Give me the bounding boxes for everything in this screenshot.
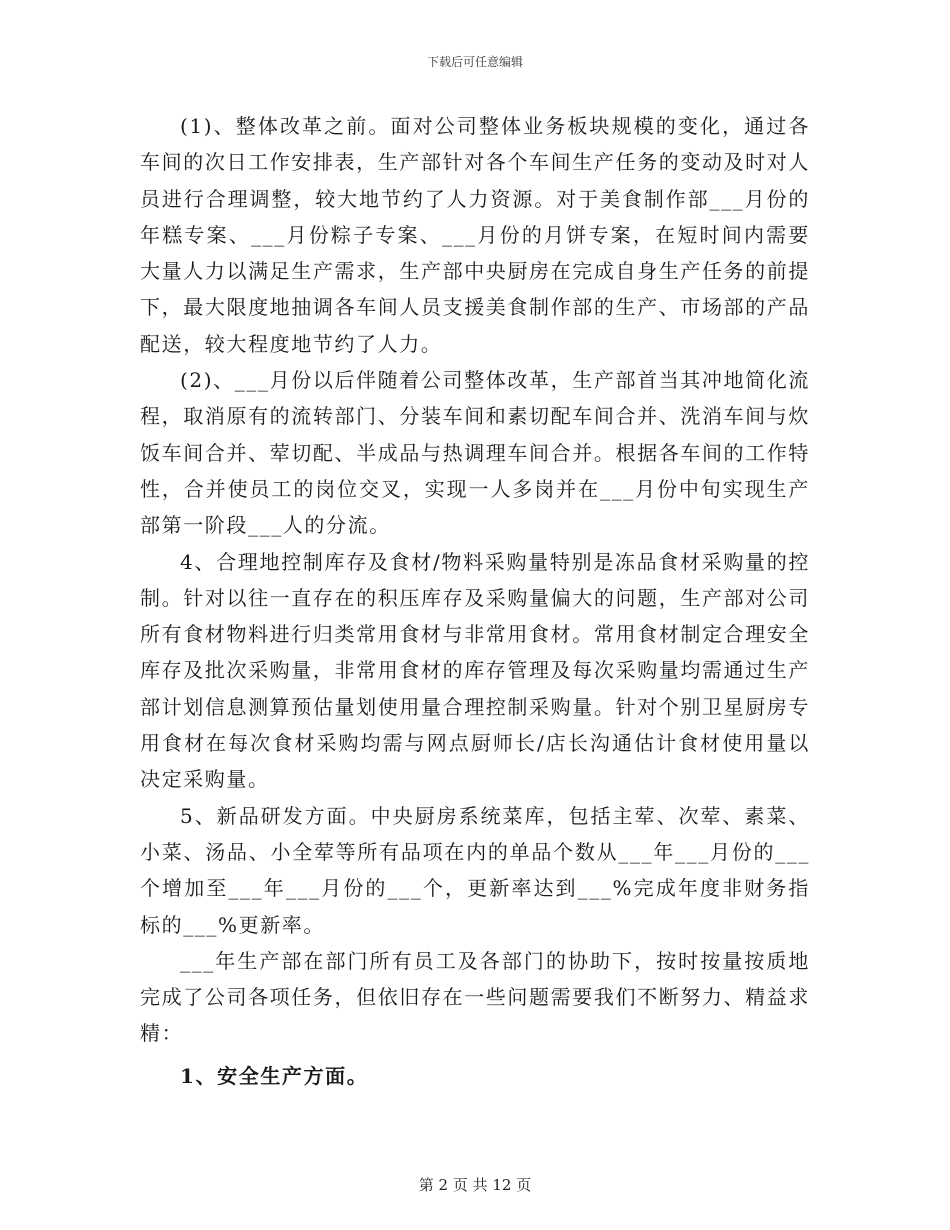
paragraph-5: ___年生产部在部门所有员工及各部门的协助下，按时按量按质地完成了公司各项任务，但依旧存在一些问题需要我们不断努力、精益求精： [140,948,810,1046]
paragraph-1: (1)、整体改革之前。面对公司整体业务板块规模的变化，通过各车间的次日工作安排表，生产部针对各个车间生产任务的变动及时对人员进行合理调整，较大地节约了人力资源。对于美食制作部___月份的年糕专案、___月份粽子专案、___月份的月饼专案，在短时间内需要大量人力以满足生产需求，生产部中央厨房在完成自身生产任务的前提下，最大限度地抽调各车间人员支援美食制作部的生产、市场部的产品配送，较大程度地节约了人力。 [140,114,810,356]
document-body [140,108,810,1094]
paragraph-4: 5、新品研发方面。中央厨房系统菜库，包括主荤、次荤、素菜、小菜、汤品、小全荤等所有品项在内的单品个数从___年___月份的___个增加至___年___月份的___个，更新率达到___%完成年度非财务指标的___%更新率。 [140,803,810,937]
section-heading: 1、安全生产方面。 [180,1063,369,1088]
page-header-note: 下载后可任意编辑 [426,55,523,69]
paragraph-2: (2)、___月份以后伴随着公司整体改革，生产部首当其冲地简化流程，取消原有的流转部门、分装车间和素切配车间合并、洗消车间与炊饭车间合并、荤切配、半成品与热调理车间合并。根据各车间的工作特性，合并使员工的岗位交叉，实现一人多岗并在___月份中旬实现生产部第一阶段___人的分流。 [140,368,810,538]
page-number-footer: 第 2 页 共 12 页 [418,1176,532,1194]
paragraph-3: 4、合理地控制库存及食材/物料采购量特别是冻品食材采购量的控制。针对以往一直存在的积压库存及采购量偏大的问题，生产部对公司所有食材物料进行归类常用食材与非常用食材。常用食材制定合理安全库存及批次采购量，非常用食材的库存管理及每次采购量均需通过生产部计划信息测算预估量划使用量合理控制采购量。针对个别卫星厨房专用食材在每次食材采购均需与网点厨师长/店长沟通估计食材使用量以决定采购量。 [140,549,810,792]
